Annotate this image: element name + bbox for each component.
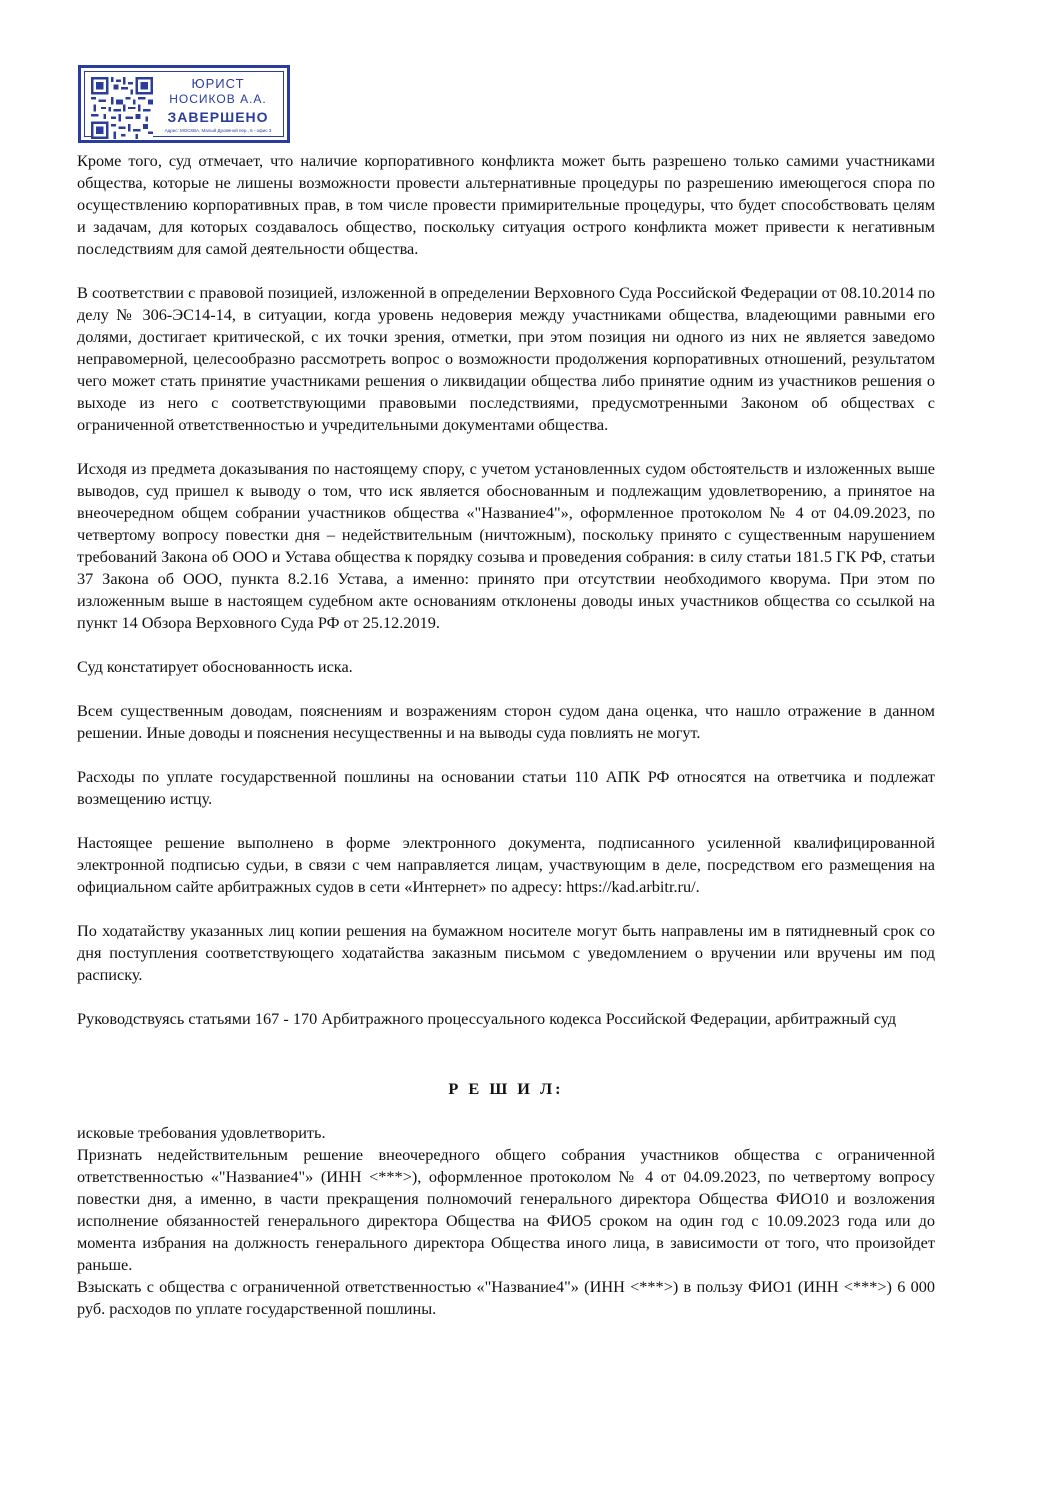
stamp-address: Адрес: МОСКВА, Малый Дровяной пер., 6 - офис 3 [164, 128, 272, 133]
stamp-text-block [157, 74, 279, 134]
paragraph: Всем существенным доводам, пояснениям и возражениям сторон судом дана оценка, что нашло отражение в данном решении. Иные доводы и пояснения несущественны и на выводы суда повлиять не могут. [77, 701, 935, 742]
paragraph: Исходя из предмета доказывания по настоящему спору, с учетом установленных судом обстоятельств и изложенных выше выводов, суд пришел к выводу о том, что иск является обоснованным и подлежащим удовлетворению, а принятое на внеочередном общем собрании участников общества «"Название4"», оформленное протоколом № 4 от 04.09.2023, по четвертому вопросу повестки дня – недействительным (ничтожным), поскольку принято с существенным нарушением требований Закона об ООО и Устава общества к порядку созыва и проведения собрания: в силу статьи 181.5 ГК РФ, статьи 37 Закона об ООО, пункта 8.2.16 Устава, а именно: принято при отсутствии необходимого кворума. При этом по изложенным выше в настоящем судебном акте основаниям отклонены доводы иных участников общества со ссылкой на пункт 14 Обзора Верховного Суда РФ от 25.12.2019. [77, 459, 935, 632]
qr-code-icon [91, 77, 153, 139]
paragraph: Суд констатирует обоснованность иска. [77, 657, 353, 676]
ruling-paragraph: Взыскать с общества с ограниченной ответственностью «"Название4"» (ИНН <***>) в пользу ФИО1 (ИНН <***>) 6 000 руб. расходов по уплате государственной пошлины. [77, 1277, 935, 1318]
paragraph: Руководствуясь статьями 167 - 170 Арбитражного процессуального кодекса Российской Федерации, арбитражный суд [77, 1009, 897, 1028]
approval-stamp [78, 65, 290, 143]
paragraph: Кроме того, суд отмечает, что наличие корпоративного конфликта может быть разрешено только самими участниками общества, которые не лишены возможности провести альтернативные процедуры по разрешению имеющегося спора по осуществлению корпоративных прав, в том числе провести примирительные процедуры, что будет способствовать целям и задачам, для которых создавалось общество, поскольку ситуация острого конфликта может привести к негативным последствиям для самой деятельности общества. [77, 151, 935, 258]
paragraph: По ходатайству указанных лиц копии решения на бумажном носителе могут быть направлены им в пятидневный срок со дня поступления соответствующего ходатайства заказным письмом с уведомлением о вручении или вручены им под расписку. [77, 921, 935, 984]
ruling-line: исковые требования удовлетворить. [77, 1123, 326, 1142]
stamp-status: ЗАВЕРШЕНО [167, 109, 269, 125]
paragraph: Настоящее решение выполнено в форме электронного документа, подписанного усиленной квалифицированной электронной подписью судьи, в связи с чем направляется лицам, участвующим в деле, посредством его размещения на официальном сайте арбитражных судов в сети «Интернет» по адресу: https://kad.arbitr.ru/. [77, 833, 935, 896]
stamp-frame [84, 71, 284, 137]
stamp-role: ЮРИСТ [191, 76, 245, 91]
paragraph: Расходы по уплате государственной пошлины на основании статьи 110 АПК РФ относятся на ответчика и подлежат возмещению истцу. [77, 767, 935, 808]
decision-heading: Р Е Ш И Л: [448, 1079, 564, 1098]
ruling-paragraph: Признать недействительным решение внеочередного общего собрания участников общества с ограниченной ответственностью «"Название4"» (ИНН <***>), оформленное протоколом № 4 от 04.09.2023, по четвертому вопросу повестки дня, а именно, в части прекращения полномочий генерального директора Общества ФИО10 и возложения исполнение обязанностей генерального директора Общества на ФИО5 сроком на один год с 10.09.2023 года или до момента избрания на должность генерального директора Общества иного лица, в зависимости от того, что произойдет раньше. [77, 1145, 935, 1274]
document-body [77, 150, 935, 1320]
paragraph: В соответствии с правовой позицией, изложенной в определении Верховного Суда Российской Федерации от 08.10.2014 по делу № 306-ЭС14-14, в ситуации, когда уровень недоверия между участниками общества, владеющими равными его долями, достигает критической, с их точки зрения, отметки, при этом позиция ни одного из них не является заведомо неправомерной, целесообразно рассмотреть вопрос о возможности продолжения корпоративных отношений, результатом чего может стать принятие участниками решения о ликвидации общества либо принятие одним из участников решения о выходе из него с соответствующими правовыми последствиями, предусмотренными Законом об обществах с ограниченной ответственностью и учредительными документами общества. [77, 283, 935, 434]
stamp-name: НОСИКОВ А.А. [169, 92, 267, 106]
